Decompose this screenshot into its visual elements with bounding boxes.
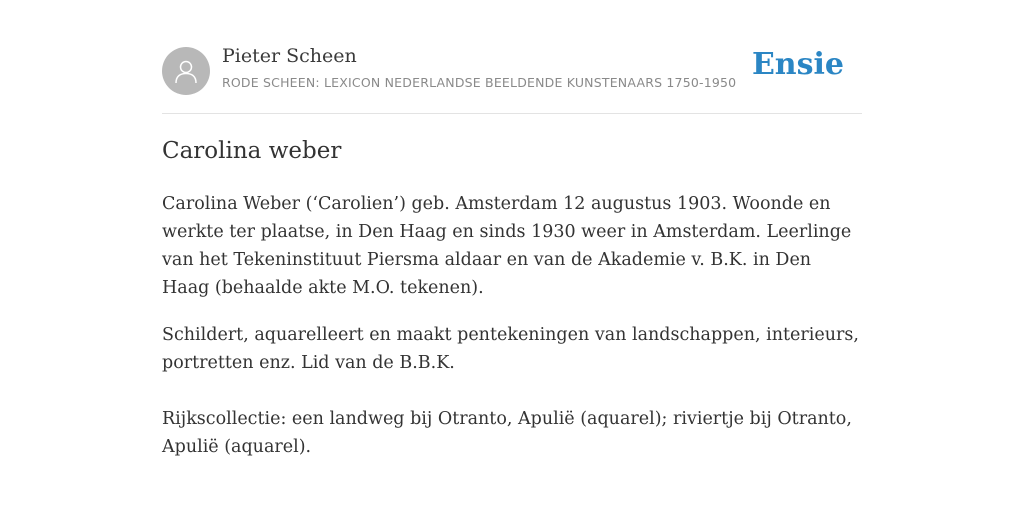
paragraph-work: Schildert, aquarelleert en maakt pentekeningen van landschappen, interieurs, portretten enz. Lid van de B.B.K. [162, 325, 859, 373]
source-lexicon[interactable]: RODE SCHEEN: LEXICON NEDERLANDSE BEELDENDE KUNSTENAARS 1750-1950 [222, 75, 737, 90]
article-body [162, 190, 862, 480]
avatar[interactable] [162, 47, 210, 95]
article-header [162, 0, 862, 114]
page-title: Carolina weber [162, 138, 342, 164]
article-card [162, 0, 862, 457]
paragraph-biography: Carolina Weber (‘Carolien’) geb. Amsterdam 12 augustus 1903. Woonde en werkte ter plaatse, in Den Haag en sinds 1930 weer in Amsterdam. Leerlinge van het Tekeninstituut Piersma aldaar en van de Akademie v. B.K. in Den Haag (behaalde akte M.O. tekenen). [162, 194, 852, 298]
user-icon [172, 57, 200, 85]
paragraph-collection: Rijkscollectie: een landweg bij Otranto, Apulië (aquarel); riviertje bij Otranto, Apulië (aquarel). [162, 409, 852, 457]
ensie-logo[interactable]: Ensie [751, 47, 844, 82]
author-name[interactable]: Pieter Scheen [222, 45, 357, 67]
